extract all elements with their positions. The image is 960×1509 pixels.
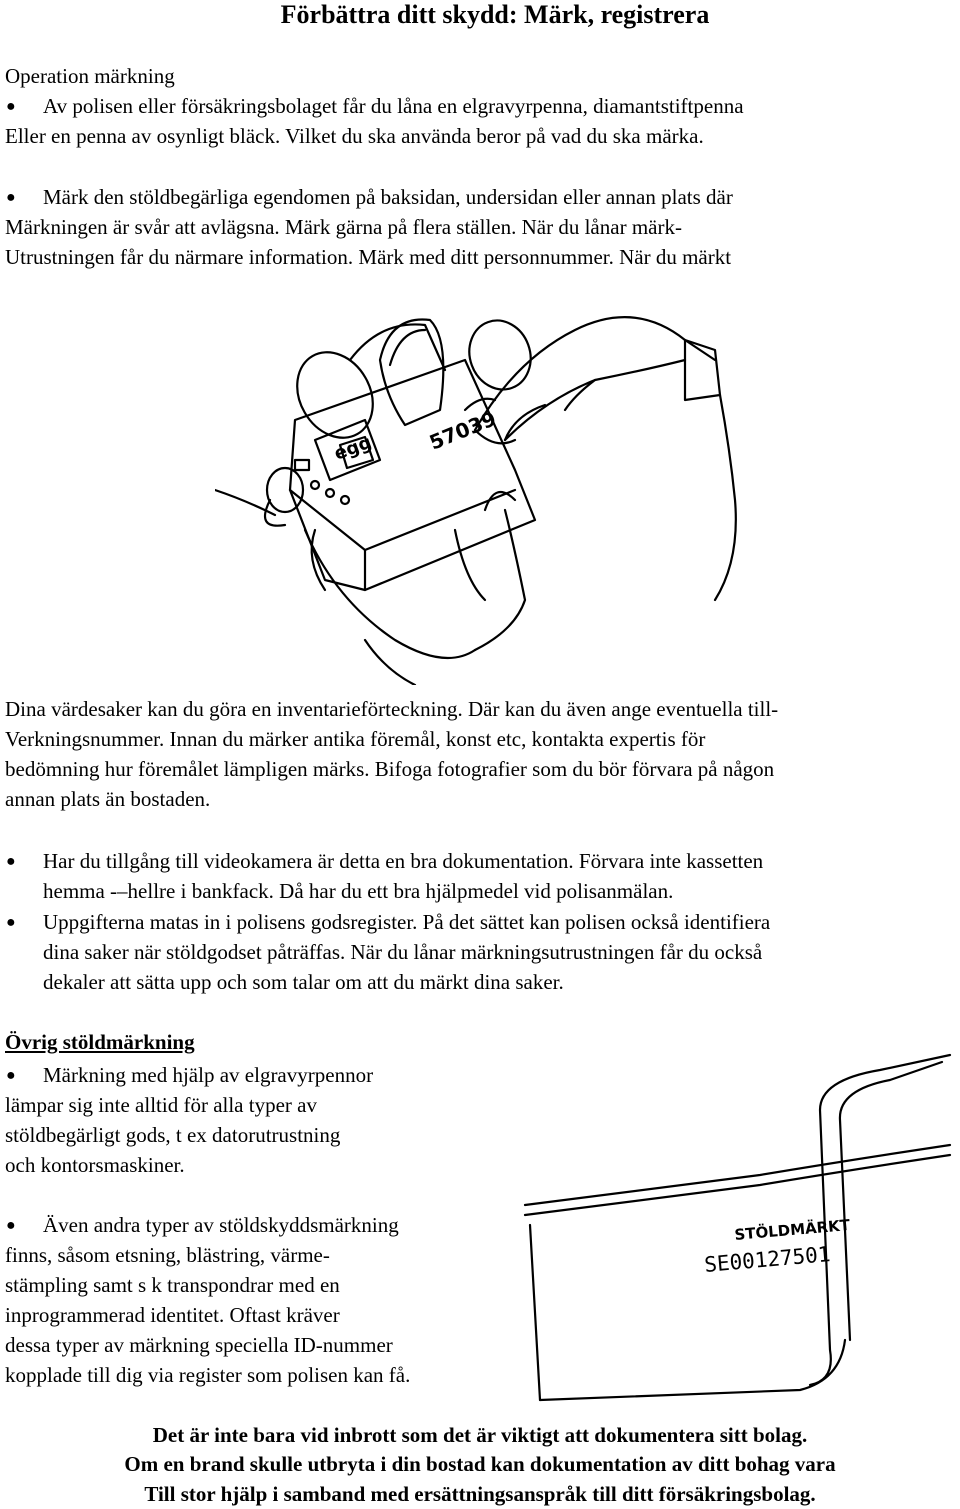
bullet-icon: ●: [6, 853, 16, 870]
text-line: dekaler att sätta upp och som talar om att du märkt dina saker.: [43, 970, 564, 994]
text-line: Av polisen eller försäkringsbolaget får du låna en elgravyrpenna, diamantstiftpenna: [43, 94, 744, 118]
monitor-illustration: [520, 1050, 960, 1410]
text-line: dina saker när stöldgodset påträffas. När du lånar märkningsutrustningen får du också: [43, 940, 763, 964]
text-line: kopplade till dig via register som polisen kan få.: [5, 1363, 411, 1387]
text-line: stämpling samt s k transpondrar med en: [5, 1273, 340, 1297]
text-line: inprogrammerad identitet. Oftast kräver: [5, 1303, 340, 1327]
bullet-icon: ●: [6, 189, 16, 206]
footer-line: Det är inte bara vid inbrott som det är viktigt att dokumentera sitt bolag.: [152, 1423, 808, 1447]
text-line: och kontorsmaskiner.: [5, 1153, 185, 1177]
page-title: Förbättra ditt skydd: Märk, registrera: [280, 0, 710, 29]
text-line: finns, såsom etsning, blästring, värme-: [5, 1243, 330, 1267]
bullet-icon: ●: [6, 98, 16, 115]
text-line: bedömning hur föremålet lämpligen märks. Bifoga fotografier som du bör förvara på någon: [5, 757, 775, 781]
text-line: Märkning med hjälp av elgravyrpennor: [43, 1063, 374, 1087]
text-line: Har du tillgång till videokamera är detta en bra dokumentation. Förvara inte kassetten: [43, 849, 764, 873]
display-text: egg: [331, 431, 375, 465]
text-line: hemma -–hellre i bankfack. Då har du ett bra hjälpmedel vid polisanmälan.: [43, 879, 674, 903]
text-line: Märkningen är svår att avlägsna. Märk gärna på flera ställen. När du lånar märk-: [5, 215, 682, 239]
text-line: Dina värdesaker kan du göra en inventarieförteckning. Där kan du även ange eventuella till-: [5, 697, 779, 721]
bullet-icon: ●: [6, 1067, 16, 1084]
text-line: Uppgifterna matas in i polisens godsregister. På det sättet kan polisen också identifiera: [43, 910, 771, 934]
label-text-line1: STÖLDMÄRKT: [733, 1215, 851, 1244]
section-heading: Övrig stöldmärkning: [5, 1030, 195, 1054]
text-line: Verkningsnummer. Innan du märker antika föremål, konst etc, kontakta expertis för: [5, 727, 706, 751]
text-line: dessa typer av märkning speciella ID-nummer: [5, 1333, 393, 1357]
text-line: Märk den stöldbegärliga egendomen på baksidan, undersidan eller annan plats där: [43, 185, 733, 209]
text-line: Även andra typer av stöldskyddsmärkning: [43, 1213, 399, 1237]
bullet-icon: ●: [6, 914, 16, 931]
text-line: lämpar sig inte alltid för alla typer av: [5, 1093, 317, 1117]
text-line: annan plats än bostaden.: [5, 787, 211, 811]
engraving-text: 57039: [425, 406, 500, 455]
label-text-line2: SE00127501: [703, 1242, 832, 1277]
engraving-illustration: [215, 300, 745, 685]
bullet-icon: ●: [6, 1217, 16, 1234]
footer-line: Om en brand skulle utbryta i din bostad kan dokumentation av ditt bohag vara: [124, 1452, 836, 1476]
text-line: Eller en penna av osynligt bläck. Vilket du ska använda beror på vad du ska märka.: [5, 124, 704, 148]
text-line: stöldbegärligt gods, t ex datorutrustning: [5, 1123, 341, 1147]
section-heading: Operation märkning: [5, 64, 175, 88]
text-line: Utrustningen får du närmare information. Märk med ditt personnummer. När du märkt: [5, 245, 732, 269]
footer-line: Till stor hjälp i samband med ersättningsanspråk till ditt försäkringsbolag.: [144, 1482, 816, 1506]
